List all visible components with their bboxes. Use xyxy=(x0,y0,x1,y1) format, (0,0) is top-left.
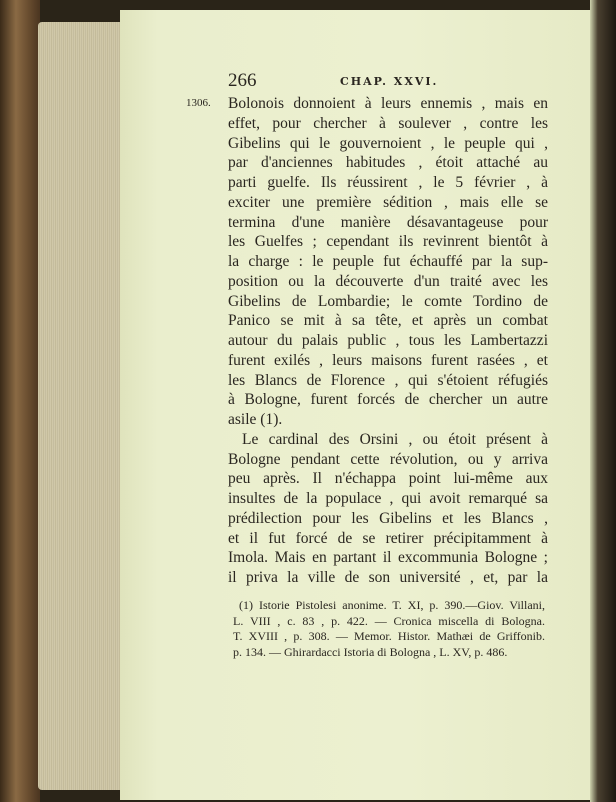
text-line: Panico se mit à sa tête, et après un combat xyxy=(228,312,548,330)
chapter-title: CHAP. XXVI. xyxy=(340,75,439,88)
book-cover-edge xyxy=(0,0,40,802)
text-line: Le cardinal des Orsini , ou étoit présent à xyxy=(242,430,548,448)
text-line: la charge : le peuple fut échauffé par la sup- xyxy=(228,253,548,270)
footnote-line: L. VIII , c. 83 , p. 422. — Cronica miscella di Bologna. xyxy=(233,613,545,628)
text-line: et il fut forcé de se retirer précipitamment à xyxy=(228,529,548,547)
text-line: prédilection pour les Gibelins et les Blancs , xyxy=(228,509,548,527)
body-text xyxy=(228,94,548,588)
page-edges xyxy=(38,22,124,790)
text-line: Bolonois donnoient à leurs ennemis , mais en xyxy=(228,95,548,112)
book-gutter xyxy=(590,0,616,802)
text-line: les Blancs de Florence , qui s'étoient réfugiés xyxy=(228,371,548,389)
page-number: 266 xyxy=(228,70,257,91)
text-line: asile (1). xyxy=(228,411,283,428)
text-line: autour du palais public , tous les Lambertazzi xyxy=(228,332,548,349)
text-line: Bologne pendant cette révolution, ou y arriva xyxy=(228,450,548,468)
text-line: Gibelins de Lombardie; le comte Tordino de xyxy=(228,292,548,310)
text-line: peu après. Il n'échappa point lui-même aux xyxy=(228,470,548,488)
footnote-line: T. XVIII , p. 308. — Memor. Histor. Mathæi de Griffonib. xyxy=(233,629,545,643)
running-header xyxy=(228,70,548,92)
text-line: position ou la découverte d'un traité avec les xyxy=(228,272,548,290)
text-line: Gibelins qui le gouvernoient , le peuple qui , xyxy=(228,134,548,152)
text-line: furent exilés , leurs maisons furent rasées , et xyxy=(228,351,548,369)
margin-year: 1306. xyxy=(186,97,211,109)
text-line: insultes de la populace , qui avoit remarqué sa xyxy=(228,490,548,507)
text-line: parti guelfe. Ils réussirent , le 5 février , à xyxy=(228,174,548,191)
text-line: les Guelfes ; cependant ils revinrent bientôt à xyxy=(228,233,548,251)
footnote-line: (1) Istorie Pistolesi anonime. T. XI, p. 390.—Giov. Villani, xyxy=(239,598,545,612)
text-line: à Bologne, furent forcés de chercher un autre xyxy=(228,391,548,409)
text-line: il priva la ville de son université , et, par la xyxy=(228,569,548,586)
text-line: exciter une première sédition , mais elle se xyxy=(228,193,548,211)
text-line: Imola. Mais en partant il excommunia Bologne ; xyxy=(228,549,548,567)
text-line: termina d'une manière désavantageuse pour xyxy=(228,213,548,231)
text-line: effet, pour chercher à soulever , contre les xyxy=(228,114,548,132)
footnote-line: p. 134. — Ghirardacci Istoria di Bologna , L. XV, p. 486. xyxy=(233,644,508,659)
text-line: par d'anciennes habitudes , étoit attaché au xyxy=(228,154,548,172)
footnotes xyxy=(233,598,545,660)
